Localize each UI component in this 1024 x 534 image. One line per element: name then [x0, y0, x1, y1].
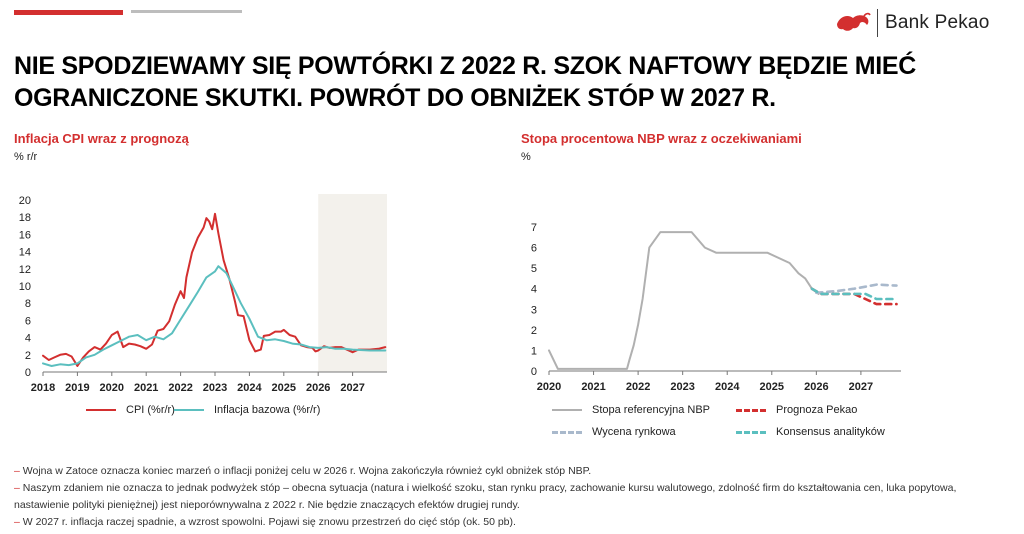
rate-y-tick-label: 3	[530, 304, 537, 317]
rate-chart	[510, 215, 910, 397]
legend-swatch-core-inflation	[174, 409, 204, 411]
legend-item-nbp-rate	[552, 404, 710, 416]
cpi-chart-unit: % r/r	[14, 151, 38, 163]
bison-logo-icon	[834, 10, 872, 36]
rate-x-tick-label: 2024	[714, 381, 740, 393]
legend-swatch-cpi	[86, 409, 116, 411]
cpi-y-tick-label: 0	[24, 367, 31, 379]
cpi-chart	[0, 185, 400, 400]
cpi-forecast-shade	[318, 194, 387, 372]
rate-x-tick-label: 2020	[536, 381, 562, 393]
brand-logo	[834, 6, 989, 40]
note-text: W 2027 r. inflacja raczej spadnie, a wzrost spowolni. Pojawi się znowu przestrzeń do cięć stóp (ok. 50 pb).	[22, 516, 516, 528]
note-bullet: –	[14, 482, 23, 494]
cpi-chart-legend	[0, 404, 400, 422]
note-item	[14, 480, 1014, 514]
logo-separator	[877, 9, 878, 37]
cpi-x-tick-label: 2027	[340, 382, 365, 394]
note-text: Naszym zdaniem nie oznacza to jednak podwyżek stóp – obecna sytuacja (natura i wielkość szoku, stan rynku pracy, zachowanie kursu walutowego, zdolność firm do kształtowania cen, luka popytowa, nastawienie polityki pieniężnej) jest nieporównywalna z 2022 r. Nie będzie znaczących efektów drugiej rundy.	[14, 482, 957, 511]
cpi-y-tick-label: 6	[24, 315, 31, 328]
cpi-x-tick-label: 2021	[133, 382, 159, 394]
rate-x-tick-label: 2023	[670, 381, 695, 393]
rate-x-tick-label: 2027	[848, 381, 874, 393]
legend-label-pekao-forecast: Prognoza Pekao	[776, 404, 858, 416]
rate-x-tick-label: 2025	[759, 381, 785, 393]
rate-y-tick-label: 0	[530, 366, 537, 378]
cpi-chart-title: Inflacja CPI wraz z prognozą	[14, 131, 189, 146]
commentary-notes	[14, 463, 1014, 531]
cpi-y-tick-label: 18	[18, 212, 31, 225]
accent-bar-grey	[131, 10, 242, 13]
note-bullet: –	[14, 516, 23, 528]
legend-label-market-pricing: Wycena rynkowa	[592, 426, 676, 438]
legend-label-analyst-consensus: Konsensus analityków	[776, 426, 885, 438]
cpi-y-tick-label: 2	[24, 349, 31, 362]
rate-series-line-1	[812, 289, 897, 304]
rate-chart-title: Stopa procentowa NBP wraz z oczekiwaniami	[521, 131, 802, 146]
legend-item-pekao-forecast	[736, 404, 857, 416]
legend-swatch-analyst-consensus	[736, 431, 766, 434]
cpi-x-tick-label: 2025	[271, 382, 297, 394]
rate-series-line-0	[549, 232, 819, 369]
cpi-x-tick-label: 2023	[202, 382, 228, 394]
cpi-y-tick-label: 8	[24, 298, 31, 311]
cpi-y-tick-label: 12	[18, 263, 31, 276]
legend-item-analyst-consensus	[736, 426, 885, 438]
rate-y-tick-label: 7	[530, 222, 537, 234]
cpi-y-tick-label: 20	[18, 195, 31, 207]
legend-item-core-inflation	[174, 404, 320, 416]
legend-item-market-pricing	[552, 426, 676, 438]
rate-y-tick-label: 6	[530, 242, 537, 255]
cpi-x-tick-label: 2026	[305, 382, 331, 394]
rate-chart-unit: %	[521, 151, 531, 163]
brand-name: Bank Pekao	[885, 12, 990, 33]
rate-x-tick-label: 2026	[804, 381, 829, 393]
legend-label-core-inflation: Inflacja bazowa (%r/r)	[214, 404, 321, 416]
legend-swatch-market-pricing	[552, 431, 582, 434]
cpi-y-tick-label: 14	[18, 246, 31, 259]
cpi-x-tick-label: 2022	[168, 382, 193, 394]
cpi-x-tick-label: 2018	[30, 382, 56, 394]
rate-y-tick-label: 1	[530, 345, 537, 358]
cpi-y-tick-label: 16	[18, 229, 31, 242]
note-text: Wojna w Zatoce oznacza koniec marzeń o inflacji poniżej celu w 2026 r. Wojna zakończyła również cykl obniżek stóp NBP.	[22, 465, 592, 477]
rate-y-tick-label: 4	[530, 283, 537, 296]
legend-label-cpi: CPI (%r/r)	[126, 404, 175, 416]
cpi-x-tick-label: 2024	[237, 382, 262, 394]
rate-chart-legend	[510, 404, 910, 444]
legend-label-nbp-rate: Stopa referencyjna NBP	[592, 404, 711, 416]
rate-y-tick-label: 5	[530, 263, 537, 276]
rate-x-tick-label: 2021	[581, 381, 606, 393]
rate-series-line-3	[812, 289, 897, 299]
page-headline: NIE SPODZIEWAMY SIĘ POWTÓRKI Z 2022 R. SZOK NAFTOWY BĘDZIE MIEĆ OGRANICZONE SKUTKI. POWRÓT DO OBNIŻEK STÓP W 2027 R.	[14, 52, 917, 112]
note-bullet: –	[14, 465, 23, 477]
cpi-x-tick-label: 2019	[65, 382, 90, 394]
legend-swatch-pekao-forecast	[736, 409, 766, 412]
legend-swatch-nbp-rate	[552, 409, 582, 411]
cpi-y-tick-label: 10	[18, 281, 31, 293]
note-item	[14, 463, 1014, 480]
legend-item-cpi	[86, 404, 175, 416]
rate-y-tick-label: 2	[530, 324, 537, 337]
rate-x-tick-label: 2022	[625, 381, 651, 393]
note-item	[14, 514, 1014, 531]
rate-series-line-2	[816, 285, 896, 293]
cpi-y-tick-label: 4	[24, 332, 31, 345]
accent-bar-red	[14, 10, 123, 15]
cpi-x-tick-label: 2020	[99, 382, 125, 394]
